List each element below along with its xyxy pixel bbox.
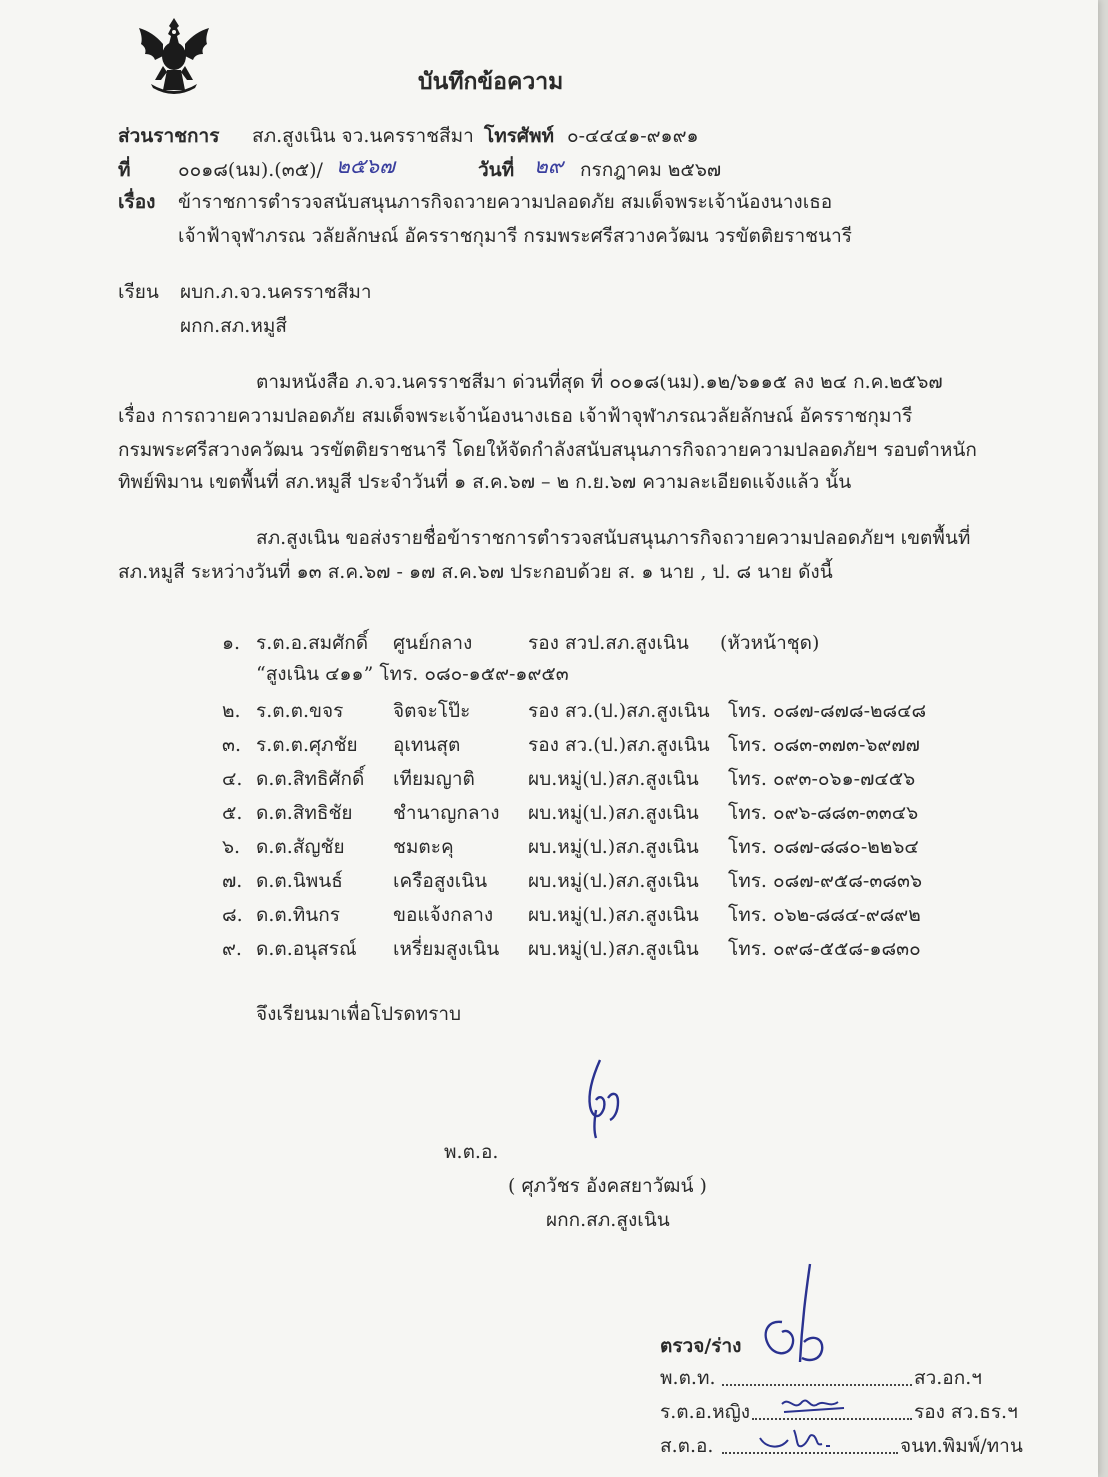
- personnel-row: [0, 900, 1098, 926]
- personnel-surname: ขอแจ้งกลาง: [393, 904, 494, 926]
- personnel-row: [0, 696, 1098, 722]
- personnel-surname: จิตจะโป๊ะ: [393, 700, 471, 722]
- subject-label: เรื่อง: [118, 191, 156, 213]
- personnel-phone: โทร. ๐๘๗-๘๗๘-๒๘๔๘: [728, 700, 927, 722]
- personnel-position: ผบ.หมู่(ป.)สภ.สูงเนิน: [528, 802, 699, 824]
- personnel-position: ผบ.หมู่(ป.)สภ.สูงเนิน: [528, 836, 699, 858]
- personnel-phone: โทร. ๐๘๗-๙๕๘-๓๘๓๖: [728, 870, 923, 892]
- personnel-row: [0, 798, 1098, 824]
- personnel-phone: โทร. ๐๙๘-๕๕๘-๑๘๓๐: [728, 938, 921, 960]
- personnel-name: ด.ต.ทินกร: [256, 904, 340, 926]
- personnel-surname: ชมตะคุ: [393, 836, 454, 858]
- check-row-1-role: สว.อก.ฯ: [914, 1367, 982, 1389]
- personnel-position: ผบ.หมู่(ป.)สภ.สูงเนิน: [528, 768, 699, 790]
- personnel-number: ๓.: [222, 734, 242, 756]
- personnel-name: ด.ต.สัญชัย: [256, 836, 345, 858]
- personnel-position: รอง สว.(ป.)สภ.สูงเนิน: [528, 734, 710, 756]
- check-row-2-initials-image: [780, 1394, 850, 1418]
- personnel-name: ด.ต.สิทธิศักดิ์: [256, 768, 365, 790]
- personnel-position: ผบ.หมู่(ป.)สภ.สูงเนิน: [528, 904, 699, 926]
- check-row-2-rank: ร.ต.อ.หญิง: [660, 1401, 751, 1423]
- body-p1-line-2: เรื่อง การถวายความปลอดภัย สมเด็จพระเจ้าน้องนางเธอ เจ้าฟ้าจุฬาภรณวลัยลักษณ์ อัครราชกุมารี: [118, 405, 913, 427]
- closing-text: จึงเรียนมาเพื่อโปรดทราบ: [256, 1003, 462, 1025]
- personnel-row: [0, 934, 1098, 960]
- phone-label: โทรศัพท์: [484, 125, 555, 147]
- personnel-name: ด.ต.นิพนธ์: [256, 870, 343, 892]
- personnel-surname: เหรี่ยมสูงเนิน: [393, 938, 500, 960]
- page-title: บันทึกข้อความ: [418, 68, 564, 95]
- personnel-number: ๖.: [222, 836, 241, 858]
- personnel-number: ๑.: [222, 632, 241, 654]
- subject-line-2: เจ้าฟ้าจุฬาภรณ วลัยลักษณ์ อัครราชกุมารี กรมพระศรีสวางควัฒน วรขัตติยราชนารี: [178, 225, 852, 247]
- radio-call-sign: “สูงเนิน ๔๑๑” โทร. ๐๘๐-๑๕๙-๑๙๕๓: [256, 663, 569, 685]
- doc-number-label: ที่: [118, 159, 131, 181]
- signer-position: ผกก.สภ.สูงเนิน: [546, 1209, 670, 1231]
- check-row-3-role: จนท.พิมพ์/ทาน: [900, 1435, 1023, 1457]
- check-row-3-dotline: [722, 1452, 898, 1454]
- check-title: ตรวจ/ร่าง: [660, 1335, 742, 1357]
- personnel-name: ด.ต.สิทธิชัย: [256, 802, 353, 824]
- personnel-name: ร.ต.ต.ศุภชัย: [256, 734, 358, 756]
- doc-number-handwritten: ๒๕๖๗: [336, 154, 395, 178]
- check-row-2-dotline: [752, 1418, 912, 1420]
- phone-value: ๐-๔๔๔๑-๙๑๙๑: [567, 125, 699, 147]
- personnel-position: รอง สว.(ป.)สภ.สูงเนิน: [528, 700, 710, 722]
- personnel-number: ๔.: [222, 768, 243, 790]
- personnel-name: ร.ต.อ.สมศักดิ์: [256, 632, 369, 654]
- personnel-name: ร.ต.ต.ขจร: [256, 700, 344, 722]
- date-value: กรกฎาคม ๒๕๖๗: [580, 159, 722, 181]
- check-row-3-initials-image: [758, 1426, 848, 1452]
- personnel-phone: โทร. ๐๖๒-๘๘๔-๙๘๙๒: [728, 904, 921, 926]
- personnel-phone: โทร. ๐๙๓-๐๖๑-๗๔๕๖: [728, 768, 916, 790]
- personnel-row: [0, 764, 1098, 790]
- personnel-number: ๙.: [222, 938, 242, 960]
- personnel-note: (หัวหน้าชุด): [720, 632, 820, 654]
- check-row-2-role: รอง สว.ธร.ฯ: [914, 1401, 1018, 1423]
- date-label: วันที่: [478, 159, 515, 181]
- personnel-row: [0, 730, 1098, 756]
- personnel-surname: เทียมญาติ: [393, 768, 475, 790]
- subject-line-1: ข้าราชการตำรวจสนับสนุนภารกิจถวายความปลอดภัย สมเด็จพระเจ้าน้องนางเธอ: [178, 191, 833, 213]
- personnel-number: ๒.: [222, 700, 241, 722]
- personnel-phone: โทร. ๐๘๓-๓๗๓-๖๙๗๗: [728, 734, 920, 756]
- dept-label: ส่วนราชการ: [118, 125, 220, 147]
- check-row-1-rank: พ.ต.ท.: [660, 1367, 716, 1389]
- signer-rank: พ.ต.อ.: [444, 1141, 499, 1163]
- signature-image: [570, 1058, 640, 1138]
- body-p1-line-4: ทิพย์พิมาน เขตพื้นที่ สภ.หมูสี ประจำวันที่ ๑ ส.ค.๖๗ – ๒ ก.ย.๖๗ ความละเอียดแจ้งแล้ว นั้น: [118, 471, 852, 493]
- to-label: เรียน: [118, 281, 159, 303]
- personnel-surname: ชำนาญกลาง: [393, 802, 500, 824]
- body-p2-line-1: สภ.สูงเนิน ขอส่งรายชื่อข้าราชการตำรวจสนับสนุนภารกิจถวายความปลอดภัยฯ เขตพื้นที่: [256, 527, 971, 549]
- check-row-3-rank: ส.ต.อ.: [660, 1435, 714, 1457]
- personnel-position: ผบ.หมู่(ป.)สภ.สูงเนิน: [528, 938, 699, 960]
- personnel-row: [0, 866, 1098, 892]
- dept-value: สภ.สูงเนิน จว.นครราชสีมา: [252, 125, 474, 147]
- checker-signature-image: [752, 1262, 832, 1372]
- personnel-position: ผบ.หมู่(ป.)สภ.สูงเนิน: [528, 870, 699, 892]
- personnel-name: ด.ต.อนุสรณ์: [256, 938, 357, 960]
- personnel-row: [0, 628, 1098, 654]
- personnel-surname: ศูนย์กลาง: [393, 632, 473, 654]
- personnel-position: รอง สวป.สภ.สูงเนิน: [528, 632, 689, 654]
- check-row-1-dotline: [722, 1384, 912, 1386]
- personnel-phone: โทร. ๐๙๖-๘๘๓-๓๓๔๖: [728, 802, 919, 824]
- personnel-surname: อุเทนสุต: [393, 734, 461, 756]
- body-p1-line-3: กรมพระศรีสวางควัฒน วรขัตติยราชนารี โดยให้จัดกำลังสนับสนุนภารกิจถวายความปลอดภัยฯ รอบตำหนัก: [118, 439, 977, 461]
- personnel-row: [0, 832, 1098, 858]
- to-line-2: ผกก.สภ.หมูสี: [180, 315, 287, 337]
- doc-number-value: ๐๐๑๘(นม).(๓๕)/: [178, 159, 323, 181]
- body-p1-line-1: ตามหนังสือ ภ.จว.นครราชสีมา ด่วนที่สุด ที่ ๐๐๑๘(นม).๑๒/๖๑๑๕ ลง ๒๔ ก.ค.๒๕๖๗: [256, 371, 943, 393]
- to-line-1: ผบก.ภ.จว.นครราชสีมา: [180, 281, 372, 303]
- personnel-number: ๘.: [222, 904, 243, 926]
- personnel-phone: โทร. ๐๘๗-๘๘๐-๒๒๖๔: [728, 836, 919, 858]
- personnel-surname: เครือสูงเนิน: [393, 870, 488, 892]
- body-p2-line-2: สภ.หมูสี ระหว่างวันที่ ๑๓ ส.ค.๖๗ - ๑๗ ส.ค.๖๗ ประกอบด้วย ส. ๑ นาย , ป. ๘ นาย ดังนี้: [118, 561, 833, 583]
- personnel-number: ๗.: [222, 870, 243, 892]
- date-day-handwritten: ๒๙: [534, 154, 564, 178]
- personnel-number: ๕.: [222, 802, 243, 824]
- garuda-emblem-icon: [133, 14, 215, 96]
- signer-name: ( ศุภวัชร อังคสยาวัฒน์ ): [508, 1175, 707, 1197]
